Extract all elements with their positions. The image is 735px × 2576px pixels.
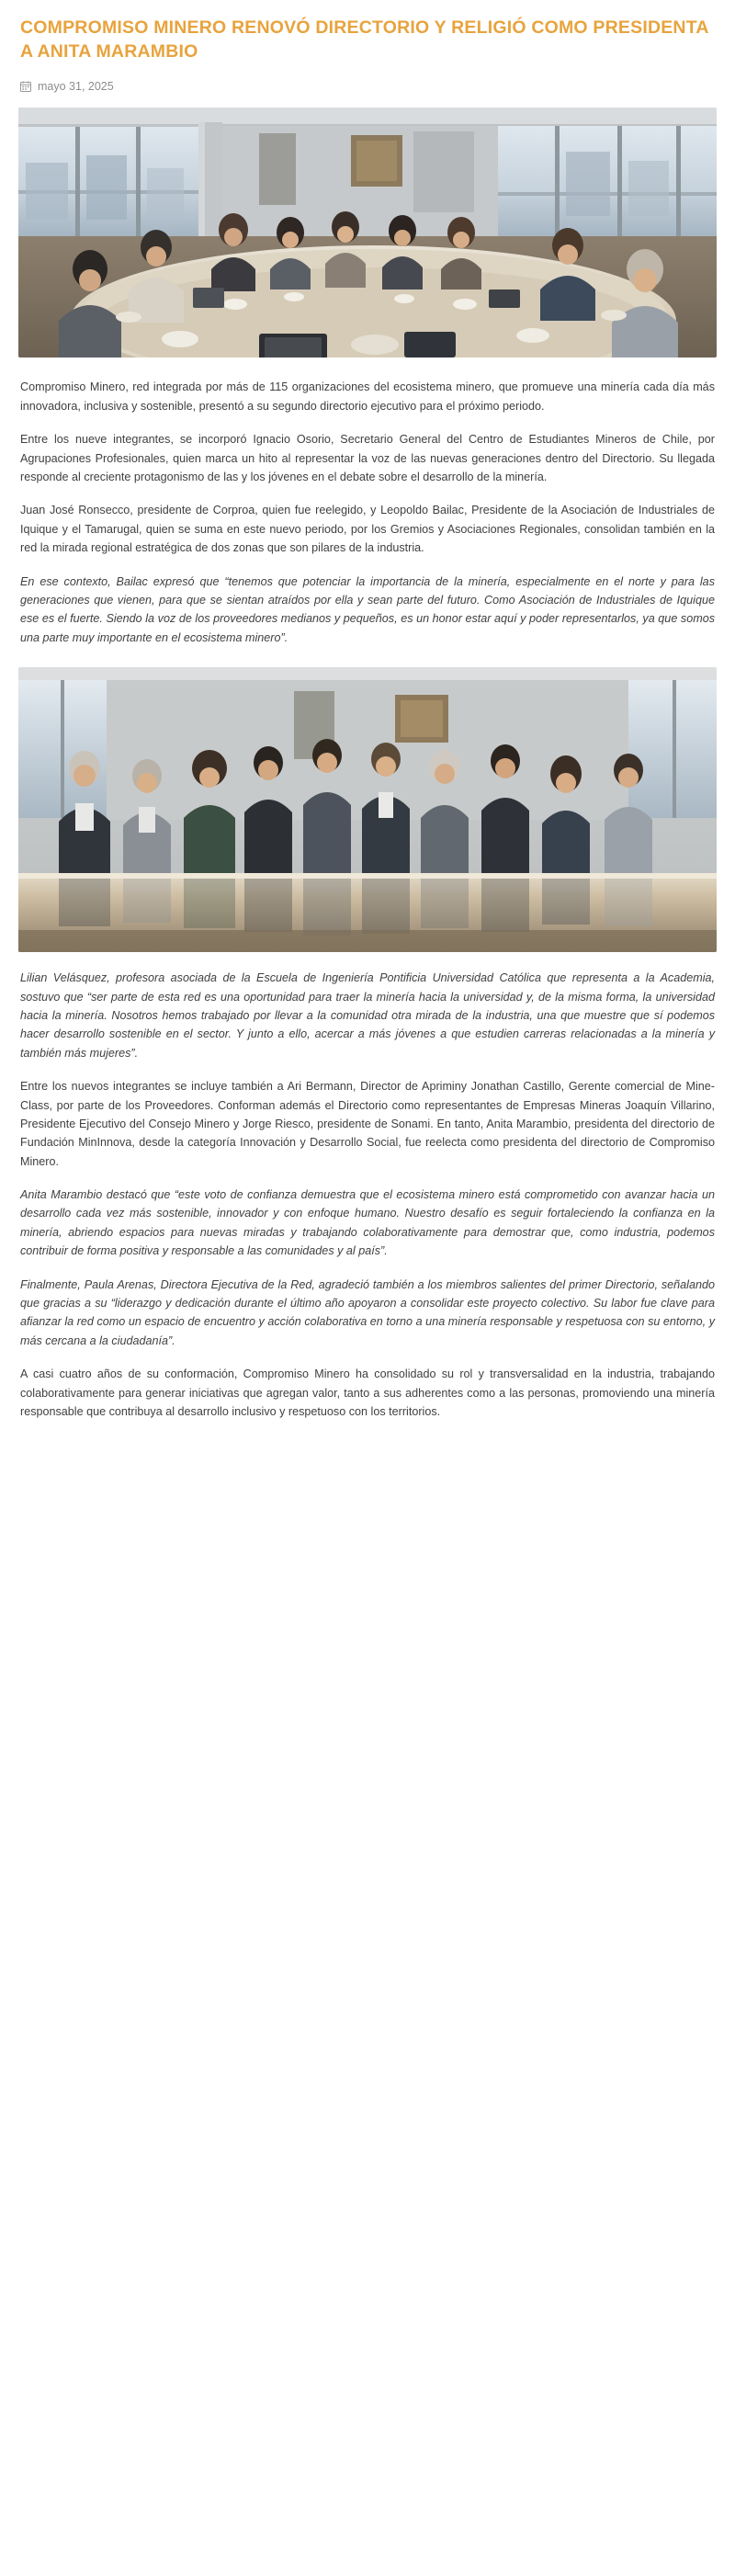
- paragraph-9: A casi cuatro años de su conformación, Compromiso Minero ha consolidado su rol y transversalidad en la industria, trabajando colaborativamente para generar iniciativas que agregan valor, tanto a sus adherentes como a las personas, promoviendo una minería responsable que contribuya al desarrollo inclusivo y respetuoso con los territorios.: [20, 1367, 715, 1418]
- paragraph-3: Juan José Ronsecco, presidente de Corproa, quien fue reelegido, y Leopoldo Bailac, Presidente de la Asociación de Industriales de Iquique y el Tamarugal, quien se suma en este nuevo periodo, por los Gremios y Asociaciones Regionales, consolidan también en la red la mirada regional estratégica de dos zonas que son pilares de la industria.: [20, 504, 715, 555]
- paragraph-2: Entre los nueve integrantes, se incorporó Ignacio Osorio, Secretario General del Centro de Estudiantes Mineros de Chile, por Agrupaciones Profesionales, quien marca un hito al representar la voz de las nuevas generaciones dentro del Directorio. Su llegada responde al creciente protagonismo de las y los jóvenes en el debate sobre el desarrollo de la minería.: [20, 433, 715, 484]
- paragraph-8-quote: Finalmente, Paula Arenas, Directora Ejecutiva de la Red, agradeció también a los miembros salientes del primer Directorio, señalando que gracias a su “liderazgo y dedicación durante el último año apoyaron a consolidar este proyecto colectivo. Su labor fue clave para afianzar la red como un espacio de encuentro y acción colaborativa en torno a una minería responsable y respetuosa con su entorno, y más cercana a la ciudadanía”.: [20, 1277, 715, 1347]
- article-body: [18, 378, 717, 647]
- paragraph-5-quote: Lilian Velásquez, profesora asociada de la Escuela de Ingeniería Pontificia Universidad Católica que representa a la Academia, sostuvo que “ser parte de esta red es una oportunidad para traer la minería hacia la universidad y, de la misma forma, la universidad hacia la minería. Nosotros hemos trabajado por llevar a la comunidad otra mirada de la industria, una que muestre que sí podemos hacer desarrollo sostenible en el sector. Y junto a ello, acercar a más jóvenes a que estudien carreras relacionadas a la minería y también más mujeres”.: [20, 971, 715, 1060]
- bottom-spacer: [18, 1421, 717, 1430]
- boardroom-meeting-photo: [18, 108, 717, 357]
- article-meta: [20, 80, 717, 93]
- paragraph-1: Compromiso Minero, red integrada por más de 115 organizaciones del ecosistema minero, que promueve una minería cada día más innovadora, inclusiva y sostenible, presentó a su segundo directorio ejecutivo para el próximo periodo.: [20, 380, 715, 413]
- paragraph-4-quote: En ese contexto, Bailac expresó que “tenemos que potenciar la importancia de la minería, especialmente en el norte y para las generaciones que vienen, para que se sientan atraídos por ella y sean parte del futuro. Como Asociación de Industriales de Iquique ese es el fuerte. Siendo la voz de los proveedores medianos y pequeños, es un honor estar aquí y poder representarlos, ya que somos una parte muy importante en el ecosistema minero”.: [20, 574, 715, 644]
- page-title: COMPROMISO MINERO RENOVÓ DIRECTORIO Y RELIGIÓ COMO PRESIDENTA A ANITA MARAMBIO: [20, 17, 708, 62]
- calendar-icon: [20, 81, 31, 92]
- paragraph-7-quote: Anita Marambio destacó que “este voto de confianza demuestra que el ecosistema minero está comprometido con avanzar hacia un desarrollo cada vez más sostenible, innovador y con enfoque humano. Nuestro desafío es seguir fortaleciendo la confianza en la minería, abriendo espacios para nuevas miradas y trabajando colaborativamente para demostrar que, como industria, podemos contribuir de forma positiva y responsable a las comunidades y al país”.: [20, 1188, 715, 1258]
- article-body-continued: [18, 969, 717, 1421]
- board-members-group-photo: [18, 667, 717, 952]
- publish-date: mayo 31, 2025: [38, 80, 114, 94]
- paragraph-6: Entre los nuevos integrantes se incluye también a Ari Bermann, Director de Apriminy Jonathan Castillo, Gerente comercial de Mine-Class, por parte de los Proveedores. Conforman además el Directorio como representantes de Empresas Mineras Joaquín Villarino, Presidente Ejecutivo del Consejo Minero y Jorge Riesco, presidente de Sonami. En tanto, Anita Marambio, presidenta del directorio de Fundación MinInnova, desde la categoría Innovación y Desarrollo Social, fue reelecta como presidenta del directorio de Compromiso Minero.: [20, 1080, 715, 1168]
